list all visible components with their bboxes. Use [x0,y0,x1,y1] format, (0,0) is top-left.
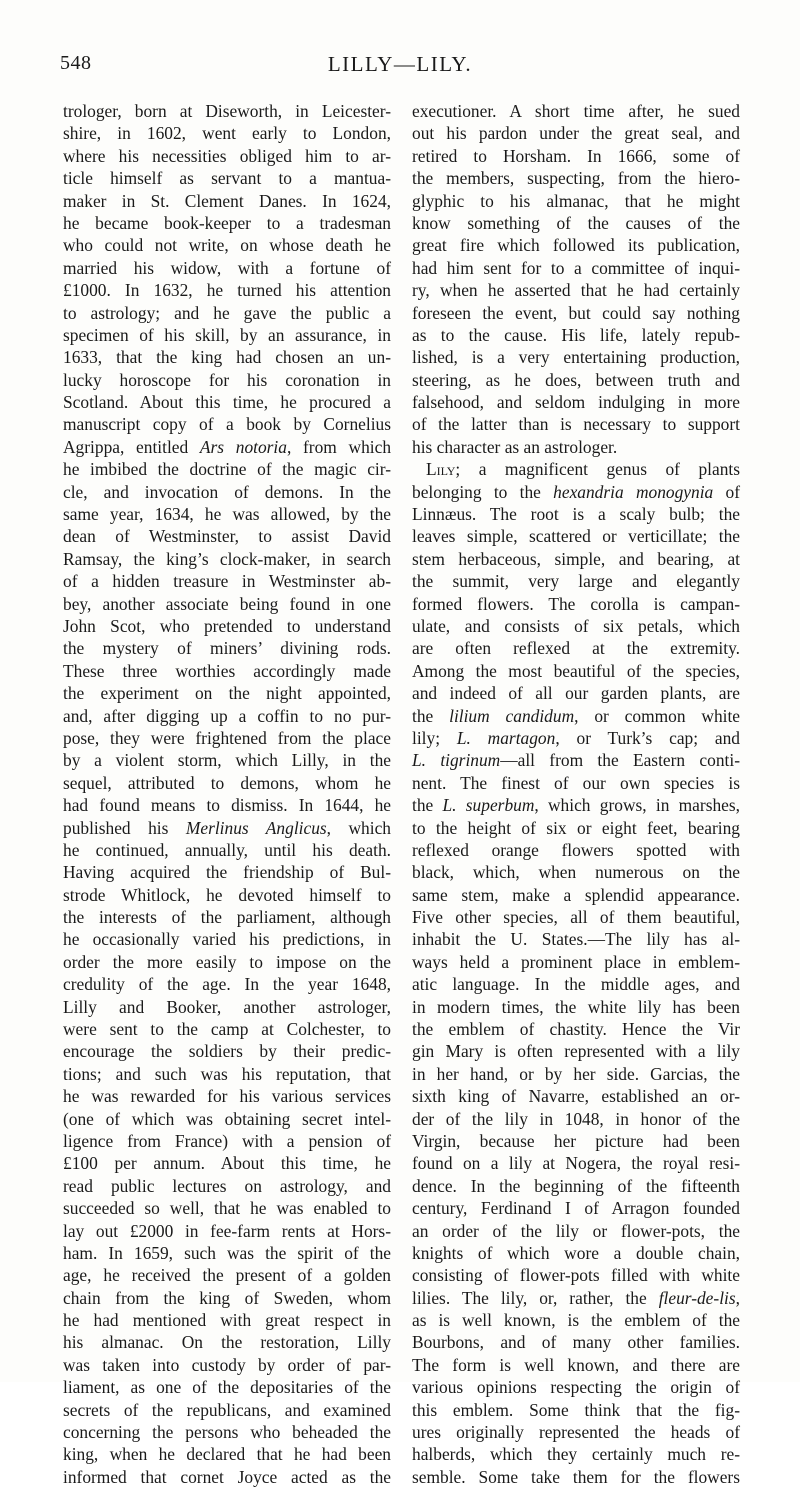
text-line [412,928,740,950]
line-text: The form is well known, and there are [412,1354,740,1375]
text-line [412,369,740,391]
line-text: tions; and such was his reputation, that [63,1063,391,1084]
text-line [63,615,391,637]
text-line [412,1399,740,1421]
line-text: Lilly and Booker, another astrologer, [63,996,391,1017]
line-text: succeeded so well, that he was enabled to [63,1198,391,1219]
line-text: ham. In 1659, such was the spirit of the [63,1242,391,1263]
line-text: cle, and invocation of demons. In the [63,481,391,502]
line-text: out his pardon under the great seal, and [412,123,740,144]
line-text: Ramsay, the king’s clock-maker, in search [63,548,391,569]
line-text: knights of which wore a double chain, [412,1242,740,1263]
line-text: were sent to the camp at Colchester, to [63,1019,391,1040]
line-text: , [735,1287,740,1308]
text-line [63,1331,391,1353]
line-text: this emblem. Some think that the fig- [412,1399,740,1420]
text-line [63,100,391,122]
line-text: he continued, annually, until his death. [63,839,391,860]
text-line [63,1220,391,1242]
text-line [63,1309,391,1331]
line-text: and indeed of all our garden plants, are [412,683,740,704]
page-header [0,52,800,88]
text-line [63,145,391,167]
line-text: age, he received the present of a golden [63,1265,391,1286]
left-column [63,100,391,1488]
line-text: ligence from France) with a pension of [63,1130,391,1151]
line-text: der of the lily in 1048, in honor of the [412,1108,740,1129]
text-line [412,481,740,503]
text-line [63,391,391,413]
line-text: , from which [286,436,392,457]
text-line [63,772,391,794]
line-text: dence. In the beginning of the fifteenth [412,1175,740,1196]
line-text: great fire which followed its publication, [412,235,740,256]
text-line [412,302,740,324]
italic-term: hexandria monogynia [553,481,714,502]
text-line [63,570,391,592]
line-text: concerning the persons who beheaded the [63,1422,391,1443]
text-line [63,928,391,950]
text-line [63,1242,391,1264]
line-text: by a violent storm, which Lilly, in the [63,750,391,771]
line-text: he occasionally varied his predictions, in [63,929,391,950]
text-line [63,302,391,324]
line-text: leaves simple, scattered or verticillate; the [412,526,740,547]
line-text: chain from the king of Sweden, whom [63,1287,391,1308]
text-line [412,346,740,368]
text-line [412,122,740,144]
line-text: encourage the soldiers by their predic- [63,1041,391,1062]
text-line [63,660,391,682]
text-line [63,525,391,547]
text-line [63,794,391,816]
line-text: he was rewarded for his various services [63,1086,391,1107]
line-text: strode Whitlock, he devoted himself to [63,884,391,905]
line-text: sixth king of Navarre, established an or- [412,1086,740,1107]
text-line [412,1443,740,1465]
line-text: published his [63,817,186,838]
line-text: liament, as one of the depositaries of the [63,1377,391,1398]
text-line [412,234,740,256]
italic-term: L. superbum [442,795,535,816]
text-line [412,1354,740,1376]
line-text: lucky horoscope for his coronation in [63,369,391,390]
text-line [412,1197,740,1219]
text-line [63,481,391,503]
text-line [63,973,391,995]
text-line [63,1197,391,1219]
line-text: an order of the lily or flower-pots, the [412,1220,740,1241]
small-caps-term: Lily [426,459,456,480]
line-text: maker in St. Clement Danes. In 1624, [63,190,391,211]
line-text: the [412,705,450,726]
page-number: 548 [60,52,92,74]
line-text: he imbibed the doctrine of the magic cir- [63,459,391,480]
line-text: he had mentioned with great respect in [63,1310,391,1331]
text-line [412,861,740,883]
text-line [412,190,740,212]
line-text: —all from the Eastern conti- [500,750,740,771]
italic-term: L. martagon [456,727,556,748]
line-text: bey, another associate being found in one [63,593,391,614]
text-line [412,391,740,413]
line-text: informed that cornet Joyce acted as the [63,1466,391,1487]
line-text: Linnæus. The root is a scaly bulb; the [412,504,740,525]
line-text: Five other species, all of them beautiful, [412,907,740,928]
line-text: belonging to the [412,481,554,502]
text-line [412,436,740,458]
line-text: £100 per annum. About this time, he [63,1153,391,1174]
line-text: (one of which was obtaining secret intel- [63,1108,391,1129]
line-text: of a hidden treasure in Westminster ab- [63,571,391,592]
line-text: of [713,481,740,502]
line-text: pose, they were frightened from the place [63,727,391,748]
line-text: lily; [412,727,457,748]
line-text: reflexed orange flowers spotted with [412,839,740,860]
text-line [412,615,740,637]
line-text: black, which, when numerous on the [412,862,740,883]
text-line [412,1466,740,1488]
line-text: credulity of the age. In the year 1648, [63,974,391,995]
right-column [412,100,740,1488]
line-text: atic language. In the middle ages, and [412,974,740,995]
text-line [412,279,740,301]
text-line [63,234,391,256]
line-text: ures originally represented the heads of [412,1422,740,1443]
text-line [63,884,391,906]
line-text: lished, is a very entertaining production, [412,347,740,368]
line-text: the [412,795,443,816]
italic-term: Ars notoria [199,436,287,457]
line-text: Scotland. About this time, he procured a [63,392,391,413]
line-text: , or common white [574,705,741,726]
text-line [412,324,740,346]
text-line [412,906,740,928]
text-line [63,369,391,391]
line-text: nent. The finest of our own species is [412,772,740,793]
text-line [63,413,391,435]
line-text: secrets of the republicans, and examined [63,1399,391,1420]
line-text: ticle himself as servant to a mantua- [63,168,391,189]
line-text: consisting of flower-pots filled with white [412,1265,740,1286]
line-text: falsehood, and seldom indulging in more [412,392,740,413]
line-text: same year, 1634, he was allowed, by the [63,504,391,525]
line-text: halberds, which they certainly much re- [412,1444,740,1465]
text-line [412,503,740,525]
italic-term: lilium candidum [449,705,575,726]
line-text: to astrology; and he gave the public a [63,302,391,323]
line-text: the experiment on the night appointed, [63,683,391,704]
text-line [63,122,391,144]
line-text: Among the most beautiful of the species, [412,660,740,681]
text-line [412,257,740,279]
text-line [63,839,391,861]
text-line [412,1175,740,1197]
line-text: ways held a prominent place in emblem- [412,951,740,972]
text-line [412,1018,740,1040]
line-text: foreseen the event, but could say nothing [412,302,740,323]
line-text: trologer, born at Diseworth, in Leicester- [63,101,391,121]
text-line [412,167,740,189]
line-text: gin Mary is often represented with a lily [412,1041,740,1062]
text-line [63,458,391,480]
text-line [63,190,391,212]
text-line [63,1399,391,1421]
line-text: in her hand, or by her side. Garcias, the [412,1063,740,1084]
text-line [412,458,740,480]
line-text: the summit, very large and elegantly [412,571,740,592]
line-text: where his necessities obliged him to ar- [63,145,391,166]
text-line [63,212,391,234]
text-line [412,817,740,839]
line-text: his character as an astrologer. [412,436,618,457]
text-line [412,1040,740,1062]
line-text: £1000. In 1632, he turned his attention [63,280,391,301]
italic-term: Merlinus Anglicus [185,817,327,838]
text-line [412,1309,740,1331]
line-text: king, when he declared that he had been [63,1444,391,1465]
line-text: found on a lily at Nogera, the royal resi- [412,1153,740,1174]
text-line [412,839,740,861]
line-text: ulate, and consists of six petals, which [412,615,740,636]
text-line [412,593,740,615]
running-head: LILLY—LILY. [327,52,473,76]
text-line [412,1085,740,1107]
text-line [412,884,740,906]
line-text: formed flowers. The corolla is campan- [412,593,740,614]
line-text: , or Turk’s cap; and [555,727,740,748]
text-line [63,705,391,727]
text-line [63,1085,391,1107]
text-line [63,1287,391,1309]
text-line [412,548,740,570]
text-line [412,682,740,704]
text-line [63,951,391,973]
line-text: ry, when he asserted that he had certainly [412,280,740,301]
text-line [412,1376,740,1398]
line-text: the emblem of chastity. Hence the Vir [412,1019,740,1040]
text-line [63,436,391,458]
text-line [412,1063,740,1085]
line-text: 1633, that the king had chosen an un- [63,347,391,368]
text-line [412,1264,740,1286]
text-line [412,1130,740,1152]
text-line [63,324,391,346]
line-text: specimen of his skill, by an assurance, in [63,324,391,345]
line-text: Virgin, because her picture had been [412,1130,740,1151]
text-line [63,1063,391,1085]
line-text: , which grows, in marshes, [534,795,740,816]
text-line [63,682,391,704]
line-text: manuscript copy of a book by Cornelius [63,414,391,435]
line-text: Having acquired the friendship of Bul- [63,862,391,883]
text-line [63,257,391,279]
text-line [63,503,391,525]
text-line [63,906,391,928]
italic-term: L. tigrinum [412,750,501,771]
text-line [63,1443,391,1465]
line-text: ; a magnificent genus of plants [455,459,740,480]
text-line [63,1421,391,1443]
line-text: the mystery of miners’ divining rods. [63,638,391,659]
line-text: John Scot, who pretended to understand [63,615,391,636]
text-line [63,1108,391,1130]
text-line [63,279,391,301]
text-line [63,1264,391,1286]
line-text: had him sent for to a committee of inqui- [412,257,740,278]
text-line [63,1018,391,1040]
text-line [412,212,740,234]
text-line [63,996,391,1018]
line-text: are often reflexed at the extremity. [412,638,740,659]
text-line [412,705,740,727]
text-line [412,973,740,995]
text-line [412,1421,740,1443]
line-text: read public lectures on astrology, and [63,1175,391,1196]
text-line [63,548,391,570]
text-line [63,1040,391,1062]
line-text: Agrippa, entitled [63,436,200,457]
line-text: in modern times, the white lily has been [412,996,740,1017]
line-text: , which [326,817,391,838]
line-text: to the height of six or eight feet, bearing [412,817,740,838]
line-text: same stem, make a splendid appearance. [412,884,740,905]
line-text: various opinions respecting the origin of [412,1377,740,1398]
text-line [63,1466,391,1488]
text-line [63,346,391,368]
line-text: he became book-keeper to a tradesman [63,212,391,233]
text-line [63,1354,391,1376]
line-text: of the latter than is necessary to support [412,414,740,435]
text-line [63,1175,391,1197]
line-text: and, after digging up a coffin to no pur- [63,705,391,726]
text-line [63,727,391,749]
text-line [412,100,740,122]
line-text: inhabit the U. States.—The lily has al- [412,929,740,950]
line-text: had found means to dismiss. In 1644, he [63,795,391,816]
italic-term: fleur-de-lis [658,1287,736,1308]
text-line [412,413,740,435]
line-text: sequel, attributed to demons, whom he [63,772,391,793]
text-line [412,637,740,659]
line-text: as to the cause. His life, lately repub- [412,324,740,345]
line-text: shire, in 1602, went early to London, [63,123,391,144]
line-text: semble. Some take them for the flowers [412,1466,740,1487]
line-text: retired to Horsham. In 1666, some of [412,145,740,166]
line-text: who could not write, on whose death he [63,235,391,256]
text-line [63,593,391,615]
line-text: century, Ferdinand I of Arragon founded [412,1198,740,1219]
line-text: his almanac. On the restoration, Lilly [63,1332,391,1353]
line-text: married his widow, with a fortune of [63,257,391,278]
text-line [63,637,391,659]
text-line [412,1242,740,1264]
text-line [412,1220,740,1242]
text-line [412,525,740,547]
line-text: These three worthies accordingly made [63,660,391,681]
text-line [412,660,740,682]
text-line [412,570,740,592]
line-text: steering, as he does, between truth and [412,369,740,390]
text-line [412,1152,740,1174]
line-text: lay out £2000 in fee-farm rents at Hors- [63,1220,391,1241]
line-text: was taken into custody by order of par- [63,1354,391,1375]
text-line [412,794,740,816]
text-line [412,727,740,749]
line-text: the interests of the parliament, although [63,907,391,928]
text-line [412,1108,740,1130]
text-line [412,951,740,973]
text-line [63,167,391,189]
line-text: as is well known, is the emblem of the [412,1310,740,1331]
text-line [412,1331,740,1353]
line-text: know something of the causes of the [412,212,740,233]
line-text: order the more easily to impose on the [63,951,391,972]
text-line [412,145,740,167]
line-text: Bourbons, and of many other families. [412,1332,740,1353]
line-text: executioner. A short time after, he sued [412,101,740,121]
text-line [63,861,391,883]
text-line [63,1152,391,1174]
line-text: lilies. The lily, or, rather, the [412,1287,659,1308]
text-line [63,1376,391,1398]
text-line [63,817,391,839]
text-line [412,996,740,1018]
line-text: glyphic to his almanac, that he might [412,190,740,211]
text-line [412,1287,740,1309]
text-line [63,749,391,771]
text-line [63,1130,391,1152]
line-text: dean of Westminster, to assist David [63,526,391,547]
line-text: stem herbaceous, simple, and bearing, at [412,548,740,569]
text-line [412,749,740,771]
line-text: the members, suspecting, from the hiero- [412,168,740,189]
text-line [412,772,740,794]
